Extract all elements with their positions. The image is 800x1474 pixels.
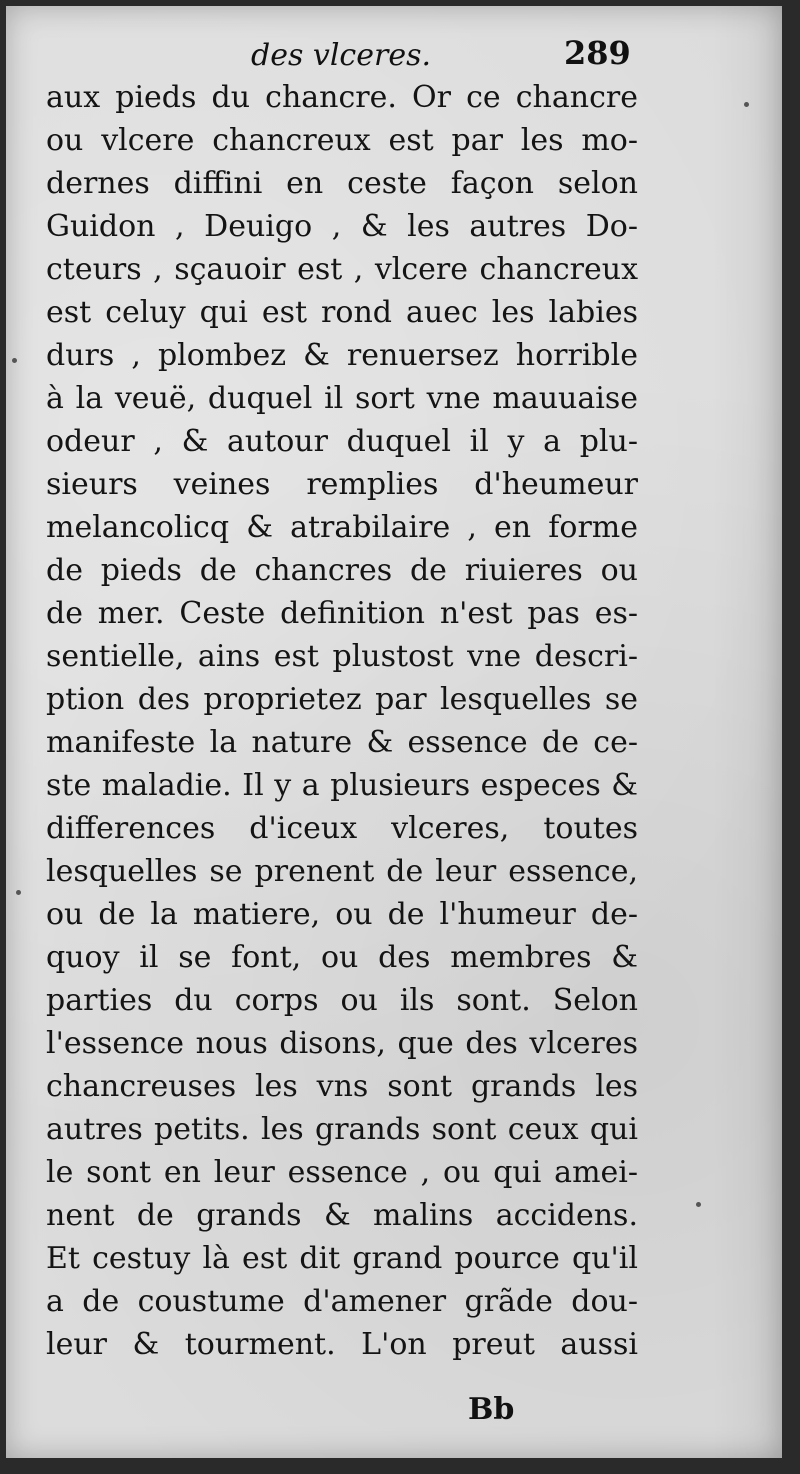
text-line: nent de grands & malins accidens.: [46, 1198, 638, 1233]
text-line: manifeste la nature & essence de ce-: [46, 725, 638, 760]
text-line: leur & tourment. L'on preut aussi: [46, 1327, 638, 1362]
text-line: l'essence nous disons, que des vlceres: [46, 1026, 638, 1061]
text-line: ste maladie. Il y a plusieurs especes &: [46, 768, 638, 803]
text-line: de mer. Ceste definition n'est pas es-: [46, 596, 638, 631]
text-line: melancolicq & atrabilaire , en forme: [46, 510, 638, 545]
text-line: Et cestuy là est dit grand pource qu'il: [46, 1241, 638, 1276]
text-line: chancreuses les vns sont grands les: [46, 1069, 638, 1104]
text-line: parties du corps ou ils sont. Selon: [46, 983, 638, 1018]
text-line: ou vlcere chancreux est par les mo-: [46, 123, 638, 158]
text-line: durs , plombez & renuersez horrible: [46, 338, 638, 373]
text-line: lesquelles se prenent de leur essence,: [46, 854, 638, 889]
text-line: est celuy qui est rond auec les labies: [46, 295, 638, 330]
paper-speck: [696, 1202, 701, 1207]
text-line: autres petits. les grands sont ceux qui: [46, 1112, 638, 1147]
text-line: ption des proprietez par lesquelles se: [46, 682, 638, 717]
text-line: a de coustume d'amener grãde dou-: [46, 1284, 638, 1319]
text-line: le sont en leur essence , ou qui amei-: [46, 1155, 638, 1190]
book-page: [6, 6, 782, 1458]
paper-speck: [12, 358, 17, 363]
text-line: sentielle, ains est plustost vne descri-: [46, 639, 638, 674]
page-edge-shadow: [712, 6, 782, 1458]
text-line: cteurs , sçauoir est , vlcere chancreux: [46, 252, 638, 287]
text-line: aux pieds du chancre. Or ce chancre: [46, 80, 638, 115]
text-line: sieurs veines remplies d'heumeur: [46, 467, 638, 502]
signature-mark: Bb: [468, 1392, 515, 1427]
page-number: 289: [564, 34, 631, 72]
text-line: à la veuë, duquel il sort vne mauuaise: [46, 381, 638, 416]
text-line: quoy il se font, ou des membres &: [46, 940, 638, 975]
page-header: [6, 34, 782, 74]
text-line: odeur , & autour duquel il y a plu-: [46, 424, 638, 459]
text-line: differences d'iceux vlceres, toutes: [46, 811, 638, 846]
text-line: Guidon , Deuigo , & les autres Do-: [46, 209, 638, 244]
text-line: dernes diffini en ceste façon selon: [46, 166, 638, 201]
text-line: ou de la matiere, ou de l'humeur de-: [46, 897, 638, 932]
paper-speck: [16, 890, 21, 895]
text-line: de pieds de chancres de riuieres ou: [46, 553, 638, 588]
running-title: des vlceres.: [251, 38, 432, 73]
body-text: [46, 76, 638, 1366]
paper-speck: [744, 102, 749, 107]
